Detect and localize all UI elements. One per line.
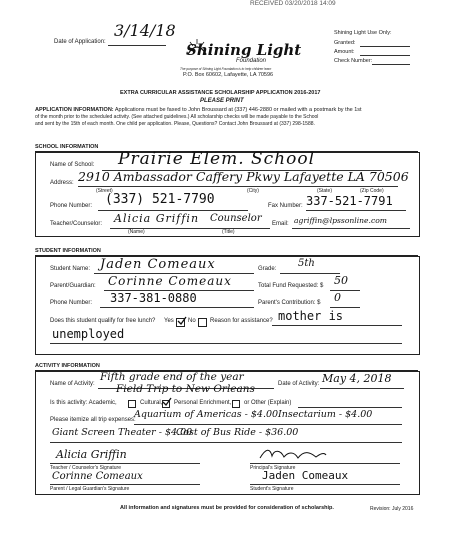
student-name-label: Student Name: xyxy=(50,266,91,272)
teacher-title-value: Counselor xyxy=(210,213,262,224)
teacher-signature-line xyxy=(50,463,200,464)
grade-line xyxy=(280,273,340,274)
office-granted-label: Granted: xyxy=(334,40,356,46)
office-check-label: Check Number: xyxy=(334,58,373,64)
email-value: agriffin@lpssonline.com xyxy=(294,216,387,225)
student-phone-value: 337-381-0880 xyxy=(110,291,197,305)
expense-item-4: Cost of Bus Ride - $36.00 xyxy=(176,427,299,438)
school-phone-line xyxy=(98,210,248,211)
activity-info-heading: ACTIVITY INFORMATION xyxy=(35,362,418,371)
parent-label: Parent/Guardian: xyxy=(50,283,96,289)
zip-sub-label: (Zip Code) xyxy=(360,188,384,194)
contribution-label: Parent's Contribution: $ xyxy=(258,300,321,306)
reason-value-2: unemployed xyxy=(52,327,125,341)
personal-label: Personal Enrichment, xyxy=(174,400,232,406)
yes-label: Yes xyxy=(164,318,174,324)
date-line xyxy=(108,45,166,46)
reason-value-1: mother is xyxy=(278,309,344,323)
footer-note: All information and signatures must be provided for consideration of scholarship. xyxy=(120,505,334,511)
student-signature-line xyxy=(250,484,400,485)
student-signature-label: Student's Signature xyxy=(250,486,294,492)
teacher-title-sub: (Title) xyxy=(222,229,235,235)
other-line xyxy=(298,407,402,408)
activity-name-value-2: Field Trip to New Orleans xyxy=(116,383,255,395)
checkmark-icon xyxy=(162,397,172,407)
scan-stamp: RECEIVED 03/20/2018 14:09 xyxy=(250,0,336,7)
personal-checkbox[interactable] xyxy=(232,400,240,408)
grade-value: 5th xyxy=(298,258,315,269)
student-info-heading: STUDENT INFORMATION xyxy=(35,247,418,256)
principal-signature-line xyxy=(250,463,400,464)
instructions-text-1: Applications must be faxed to John Broussard at (337) 446-2880 or mailed with a postmark by the 1st xyxy=(114,107,362,113)
principal-signature-label: Principal's Signature xyxy=(250,465,296,471)
cultural-label: Cultural, xyxy=(140,400,163,406)
grade-label: Grade: xyxy=(258,266,277,272)
office-amount-label: Amount: xyxy=(334,49,355,55)
email-line xyxy=(292,228,410,229)
office-granted-line xyxy=(360,46,410,47)
school-phone-label: Phone Number: xyxy=(50,203,93,209)
itemize-line-1 xyxy=(134,424,402,425)
activity-date-line xyxy=(320,388,404,389)
office-amount-line xyxy=(360,55,410,56)
reason-label: Reason for assistance? xyxy=(210,318,273,324)
email-label: Email: xyxy=(272,221,289,227)
student-phone-label: Phone Number: xyxy=(50,300,93,306)
instructions-lead: APPLICATION INFORMATION: xyxy=(35,107,114,113)
foundation-address: P.O. Box 60602, Lafayette, LA 70596 xyxy=(183,72,274,78)
student-signature: Jaden Comeaux xyxy=(262,469,349,482)
school-fax-label: Fax Number: xyxy=(268,203,303,209)
student-phone-line xyxy=(100,307,254,308)
school-fax-value: 337-521-7791 xyxy=(306,194,393,208)
school-name-label: Name of School: xyxy=(50,162,95,168)
city-sub-label: (City) xyxy=(247,188,259,194)
school-fax-line xyxy=(306,210,406,211)
reason-line-1 xyxy=(272,325,402,326)
activity-name-label: Name of Activity: xyxy=(50,381,95,387)
school-address-label: Address: xyxy=(50,180,74,186)
school-address-line xyxy=(78,186,398,187)
parent-value: Corinne Comeaux xyxy=(108,274,232,288)
contribution-line xyxy=(330,307,360,308)
no-checkbox[interactable] xyxy=(198,318,207,327)
school-address-value: 2910 Ambassador Caffery Pkwy Lafayette LA 70506 xyxy=(78,169,409,184)
activity-date-label: Date of Activity: xyxy=(278,381,320,387)
itemize-label: Please itemize all trip expenses: xyxy=(50,417,136,423)
teacher-name-value: Alicia Griffin xyxy=(114,212,200,225)
total-fund-value: 50 xyxy=(334,274,348,287)
student-name-value: Jaden Comeaux xyxy=(100,257,216,272)
revision-note: Revision: July 2016 xyxy=(370,506,414,512)
school-info-heading: SCHOOL INFORMATION xyxy=(35,143,418,152)
office-use-title: Shining Light Use Only: xyxy=(334,30,392,36)
expense-item-1: Aquarium of Americas - $4.00 xyxy=(134,409,279,420)
principal-signature-mark xyxy=(258,446,328,462)
reason-line-2 xyxy=(50,343,402,344)
parent-signature-line xyxy=(50,484,200,485)
logo-name: Shining Light xyxy=(186,41,302,59)
school-phone-value: (337) 521-7790 xyxy=(105,192,215,207)
date-label: Date of Application: xyxy=(54,39,106,45)
activity-name-value-1: Fifth grade end of the year xyxy=(100,371,244,383)
other-label: or Other (Explain) xyxy=(244,400,292,406)
academic-checkbox[interactable] xyxy=(128,400,136,408)
contribution-value: 0 xyxy=(334,291,341,304)
itemize-line-2 xyxy=(50,442,402,443)
no-label: No xyxy=(188,318,196,324)
teacher-signature: Alicia Griffin xyxy=(56,448,127,461)
activity-date-value: May 4, 2018 xyxy=(322,372,392,385)
school-name-value: Prairie Elem. School xyxy=(118,149,316,169)
instructions-line-1 xyxy=(35,107,362,114)
expense-item-3: Giant Screen Theater - $4.00 xyxy=(52,427,193,438)
form-title: EXTRA CURRICULAR ASSISTANCE SCHOLARSHIP APPLICATION 2016-2017 xyxy=(120,90,321,96)
please-print: PLEASE PRINT xyxy=(200,98,244,104)
logo-tagline: The purpose of Shining Light Foundation is to help children learn xyxy=(180,67,272,71)
expense-item-2: Insectarium - $4.00 xyxy=(278,409,373,420)
teacher-label: Teacher/Counselor: xyxy=(50,221,103,227)
office-check-line xyxy=(372,64,410,65)
date-value: 3/14/18 xyxy=(114,21,176,40)
teacher-signature-label: Teacher / Counselor's Signature xyxy=(50,465,121,471)
cultural-checkbox[interactable] xyxy=(162,400,170,408)
yes-checkbox[interactable] xyxy=(176,318,185,327)
state-sub-label: (State) xyxy=(317,188,333,194)
instructions-line-3: and sent by the 15th of each month. One child per application. Please, Questions? Contact John Broussard at (337) 298-1588. xyxy=(35,121,315,127)
checkmark-icon xyxy=(177,316,187,326)
activity-type-label: Is this activity: Academic, xyxy=(50,400,117,406)
instructions-line-2: of the month prior to the scheduled activity. (See attached guidelines.) All scholarship checks will be made payable to the School xyxy=(35,114,319,120)
parent-signature-label: Parent / Legal Guardian's Signature xyxy=(50,486,130,492)
parent-signature: Corinne Comeaux xyxy=(52,471,143,482)
street-sub-label: (Street) xyxy=(96,188,113,194)
logo-foundation: Foundation xyxy=(236,58,267,64)
total-fund-label: Total Fund Requested: $ xyxy=(258,283,324,289)
teacher-name-sub: (Name) xyxy=(128,229,145,235)
free-lunch-label: Does this student qualify for free lunch? xyxy=(50,318,156,324)
